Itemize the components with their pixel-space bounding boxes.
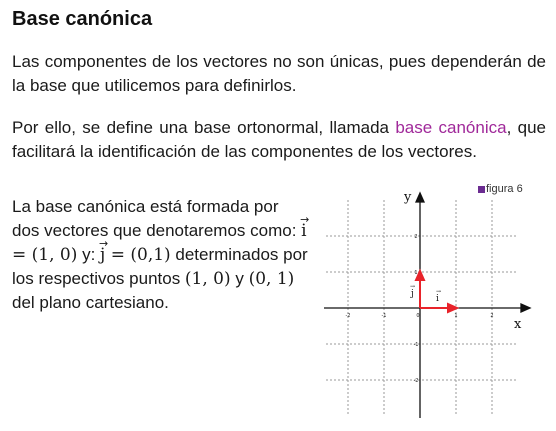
vector-i-label: i xyxy=(436,294,439,304)
paragraph-definition-before: Por ello, se define una base ortonormal, llamada xyxy=(12,118,396,137)
x-tick-label: 2 xyxy=(490,313,494,319)
vector-i-value: = (1, 0) xyxy=(12,245,78,265)
x-axis-label: x xyxy=(514,317,522,332)
x-tick-label: 1 xyxy=(454,313,458,319)
y-axis-arrow-icon xyxy=(416,193,424,202)
axes xyxy=(324,193,530,418)
x-tick-label: 0 xyxy=(416,313,420,319)
intro-text: La base canónica está formada por dos vectores que denotaremos como: xyxy=(12,197,302,240)
x-tick-label: -2 xyxy=(345,313,351,319)
section-title: Base canónica xyxy=(12,8,153,30)
conjunction-text: y: xyxy=(77,245,101,264)
y-tick-label: -1 xyxy=(413,342,419,348)
vector-j-label: j xyxy=(411,289,414,299)
paragraph-definition-after: , que facilitará la identificación de las componentes de los vectores. xyxy=(12,118,546,161)
end-text: del plano cartesiano. xyxy=(12,293,169,312)
paragraph-definition xyxy=(12,116,546,164)
paragraph-canonical-base xyxy=(12,195,308,315)
figure-caption: figura 6 xyxy=(486,183,523,195)
point-two: (0, 1) xyxy=(248,269,295,289)
term-highlight: base canónica xyxy=(395,118,507,137)
y-axis-label: y xyxy=(404,190,412,205)
x-tick-label: -1 xyxy=(381,313,387,319)
y-tick-label: 2 xyxy=(414,234,418,240)
vector-i-label-arrow-icon: → xyxy=(436,288,442,295)
vector-j-symbol: → j xyxy=(100,243,105,267)
paragraph-components: Las componentes de los vectores no son únicas, pues dependerán de la base que utilicemos para definirlos. xyxy=(12,52,546,95)
vector-j-label-arrow-icon: → xyxy=(410,283,416,290)
cartesian-plane xyxy=(318,188,540,420)
vector-i-symbol: → i xyxy=(301,219,306,243)
y-tick-label: 1 xyxy=(414,270,418,276)
y-tick-label: -2 xyxy=(413,378,419,384)
point-one: (1, 0) xyxy=(184,269,231,289)
middle-text: determinados por los respectivos puntos xyxy=(12,245,308,288)
vector-j-value: = (0,1) xyxy=(105,245,171,265)
and-text: y xyxy=(230,269,249,288)
x-axis-arrow-icon xyxy=(521,304,530,312)
